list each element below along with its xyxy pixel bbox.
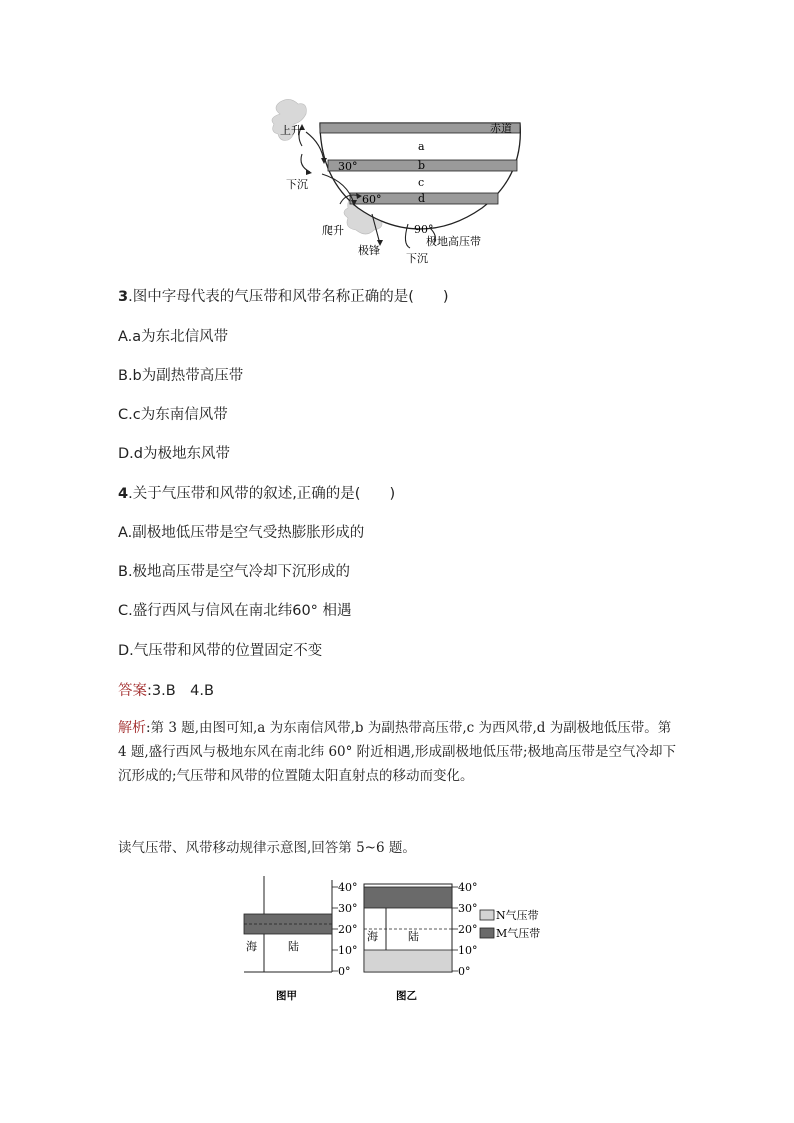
label-lat30: 30° xyxy=(338,160,358,173)
label-lat90: 90° xyxy=(414,223,434,236)
q4-option-c: C.盛行西风与信风在南北纬60° 相遇 xyxy=(118,603,352,619)
tick-left-30: 30° xyxy=(338,902,358,915)
label-rise: 上升 xyxy=(280,124,302,137)
label-a: a xyxy=(418,140,425,153)
q3-number: 3 xyxy=(118,289,129,305)
legend xyxy=(480,908,540,940)
yi-m-belt xyxy=(364,887,452,908)
jia-sea: 海 xyxy=(246,940,257,953)
intro-text: 读气压带、风带移动规律示意图,回答第 5~6 题。 xyxy=(118,840,416,856)
diagram-jia xyxy=(244,876,332,1002)
q3-stem xyxy=(118,287,449,307)
label-c: c xyxy=(418,176,425,189)
legend-m-swatch xyxy=(480,928,494,938)
tick-left-20: 20° xyxy=(338,923,358,936)
tick-left-0: 0° xyxy=(338,965,351,978)
tick-right-20: 20° xyxy=(458,923,478,936)
jia-caption: 图甲 xyxy=(276,990,297,1002)
tick-left-10: 10° xyxy=(338,944,358,957)
q4-stem xyxy=(118,484,395,504)
q4-number: 4 xyxy=(118,486,129,502)
jia-m-belt xyxy=(244,914,332,934)
tick-right-10: 10° xyxy=(458,944,478,957)
label-sink1: 下沉 xyxy=(286,178,308,191)
analysis-text: :第 3 题,由图可知,a 为东南信风带,b 为副热带高压带,c 为西风带,d 为副极地低压带。第 4 题,盛行西风与极地东风在南北纬 60° 附近相遇,形成副极地低压带;极地高压带是空气冷却下沉形成的;气压带和风带的位置随太阳直射点的移动而变化。 xyxy=(118,720,677,784)
yi-n-belt xyxy=(364,950,452,972)
q3-option-a: A.a为东北信风带 xyxy=(118,329,229,345)
label-front: 极锋 xyxy=(358,244,380,257)
yi-sea: 海 xyxy=(367,930,378,943)
q4-option-a: A.副极地低压带是空气受热膨胀形成的 xyxy=(118,525,365,541)
tick-right-0: 0° xyxy=(458,965,471,978)
answer-label: 答案 xyxy=(118,683,147,699)
q4-stem-text: .关于气压带和风带的叙述,正确的是( ) xyxy=(128,486,396,502)
label-equator: 赤道 xyxy=(490,122,512,135)
yi-caption: 图乙 xyxy=(396,990,417,1002)
tick-left-40: 40° xyxy=(338,881,358,894)
yi-land: 陆 xyxy=(408,930,419,943)
label-d: d xyxy=(418,192,426,205)
legend-m-label: M气压带 xyxy=(496,927,541,940)
jia-land: 陆 xyxy=(288,940,299,953)
circulation-diagram xyxy=(262,96,532,268)
label-lat60: 60° xyxy=(362,193,382,206)
analysis xyxy=(118,716,680,788)
belt-shift-diagram xyxy=(236,872,566,1008)
answer-text: :3.B 4.B xyxy=(147,683,214,699)
q3-option-c: C.c为东南信风带 xyxy=(118,407,228,423)
analysis-label: 解析 xyxy=(118,720,146,736)
legend-n-label: N气压带 xyxy=(496,909,539,922)
diagram-yi xyxy=(364,884,452,1002)
tick-right-30: 30° xyxy=(458,902,478,915)
q3-option-d: D.d为极地东风带 xyxy=(118,446,230,462)
answer xyxy=(118,681,214,701)
q4-option-b: B.极地高压带是空气冷却下沉形成的 xyxy=(118,564,351,580)
legend-n-swatch xyxy=(480,910,494,920)
q4-option-d: D.气压带和风带的位置固定不变 xyxy=(118,643,323,659)
q3-option-b: B.b为副热带高压带 xyxy=(118,368,244,384)
label-sink2: 下沉 xyxy=(406,252,428,265)
q3-stem-text: .图中字母代表的气压带和风带名称正确的是( ) xyxy=(128,289,449,305)
tick-right-40: 40° xyxy=(458,881,478,894)
label-polar-high: 极地高压带 xyxy=(426,235,481,248)
label-b: b xyxy=(418,159,426,172)
label-climb: 爬升 xyxy=(322,224,344,237)
arrow-sink1 xyxy=(301,154,310,172)
